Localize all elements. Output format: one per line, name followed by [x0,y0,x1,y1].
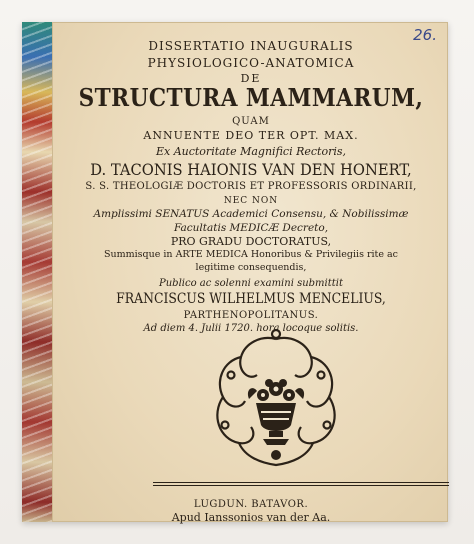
date-line: Ad diem 4. Julii 1720. hora locoque solitis. [143,323,359,334]
author-origin: PARTHENOPOLITANUS. [183,310,319,321]
text-line-auctoritate: Ex Auctoritate Magnifici Rectoris, [155,145,347,158]
imprint-place: LUGDUN. BATAVOR. [193,499,309,510]
rector-name: D. TACONIS HAIONIS VAN DEN HONERT, [90,160,412,179]
heading-line-1: DISSERTATIO INAUGURALIS [148,39,354,53]
text-line-examini: Publico ac solenni examini submittit [159,278,343,289]
marbled-spine [22,22,53,522]
floral-vase-ornament [201,325,351,475]
rule-thick [153,482,449,483]
imprint-printer: Apud Ianssonios van der Aa. [171,511,331,524]
text-line-annuente: ANNUENTE DEO TER OPT. MAX. [143,129,359,142]
heading-line-2: PHYSIOLOGICO-ANATOMICA [147,56,355,70]
text-line-nec-non: NEC NON [223,196,279,206]
handwritten-number: 26. [413,26,437,44]
text-line-facultatis: Facultatis MEDICÆ Decreto, [173,222,329,234]
text-line-consequendis: legitime consequendis, [195,262,307,273]
text-line-honoribus: Summisque in ARTE MEDICA Honoribus & Privilegiis rite ac [104,249,398,260]
rector-title: S. S. THEOLOGIÆ DOCTORIS ET PROFESSORIS ORDINARII, [85,181,417,192]
book [22,22,448,522]
text-line-senatus: Amplissimi SENATUS Academici Consensu, & Nobilissimæ [93,208,409,220]
heading-line-3: DE [240,72,262,85]
main-title: STRUCTURA MAMMARUM, [78,83,424,112]
text-line-gradu: PRO GRADU DOCTORATUS, [170,235,332,248]
author-name: FRANCISCUS WILHELMUS MENCELIUS, [116,291,386,307]
title-page [52,22,448,522]
text-line-quam: QUAM [232,116,270,127]
rule-thin [153,485,449,486]
